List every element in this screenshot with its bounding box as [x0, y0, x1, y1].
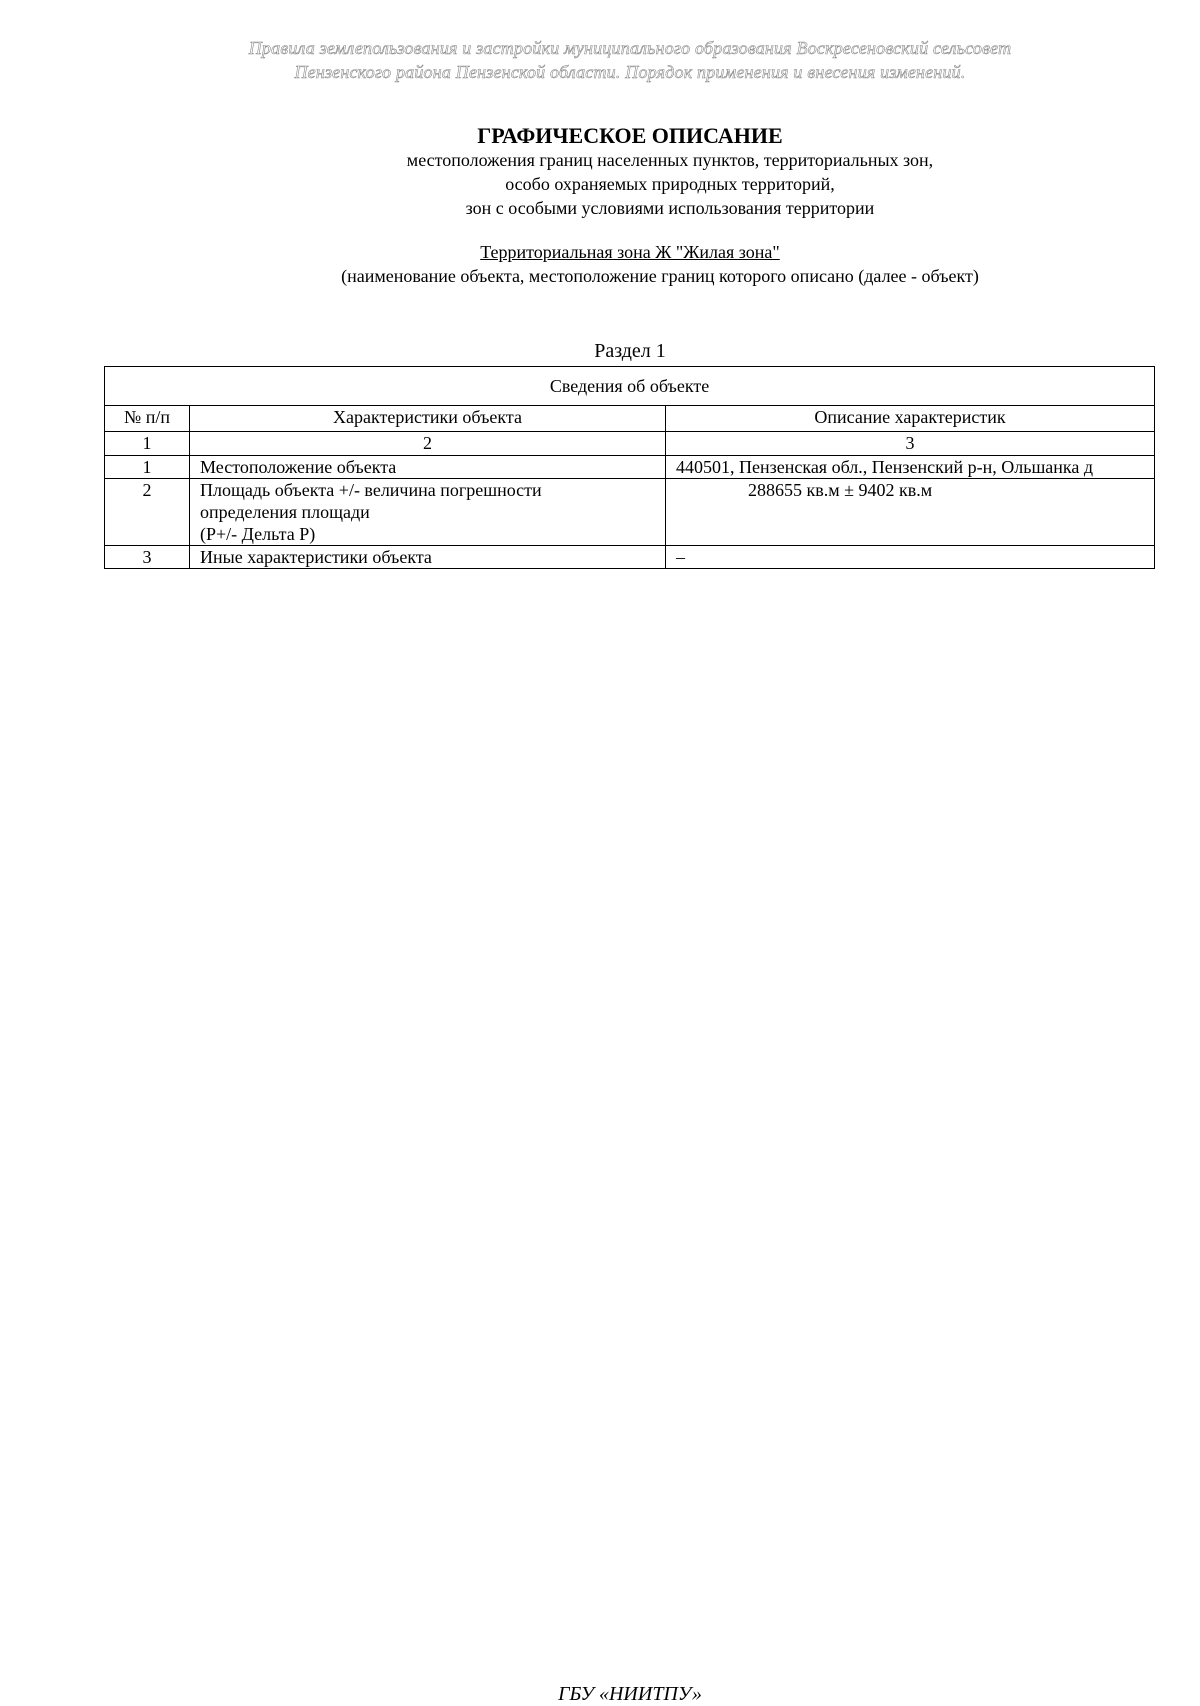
row-description: – — [666, 546, 1155, 569]
table-row — [105, 479, 1155, 546]
running-header-line: Правила землепользования и застройки муниципального образования Воскресеновский сельсовет — [248, 38, 1012, 58]
section-title: Раздел 1 — [594, 340, 666, 362]
row-characteristic — [190, 479, 666, 546]
document-subtitle — [0, 148, 1200, 220]
column-number-row — [105, 432, 1155, 456]
header-characteristic: Характеристики объекта — [190, 406, 666, 432]
subtitle-line: местоположения границ населенных пунктов, территориальных зон, — [406, 150, 934, 170]
characteristic-line: определения площади — [200, 502, 370, 522]
table-header-row — [105, 406, 1155, 432]
characteristic-line: Площадь объекта +/- величина погрешности — [200, 480, 542, 500]
header-description: Описание характеристик — [666, 406, 1155, 432]
characteristic-line: (P+/- Дельта P) — [200, 524, 316, 544]
row-description: 288655 кв.м ± 9402 кв.м — [666, 479, 1155, 546]
header-number: № п/п — [105, 406, 190, 432]
column-number: 1 — [105, 432, 190, 456]
zone-name: Территориальная зона Ж "Жилая зона" — [480, 242, 780, 262]
subtitle-line: особо охраняемых природных территорий, — [505, 174, 835, 194]
running-header-line: Пензенского района Пензенской области. Порядок применения и внесения изменений. — [294, 62, 966, 82]
row-characteristic: Местоположение объекта — [190, 456, 666, 479]
row-number: 1 — [105, 456, 190, 479]
row-number: 2 — [105, 479, 190, 546]
document-title: ГРАФИЧЕСКОЕ ОПИСАНИЕ — [477, 123, 783, 148]
row-number: 3 — [105, 546, 190, 569]
zone-caption: (наименование объекта, местоположение границ которого описано (далее - объект) — [341, 266, 979, 286]
row-characteristic: Иные характеристики объекта — [190, 546, 666, 569]
running-header — [0, 36, 1200, 84]
table-caption-row — [105, 367, 1155, 406]
column-number: 3 — [666, 432, 1155, 456]
table-row — [105, 546, 1155, 569]
table-row — [105, 456, 1155, 479]
object-info-table — [104, 366, 1155, 569]
column-number: 2 — [190, 432, 666, 456]
row-description: 440501, Пензенская обл., Пензенский р-н, Ольшанка д — [666, 456, 1155, 479]
subtitle-line: зон с особыми условиями использования территории — [465, 198, 875, 218]
table-caption: Сведения об объекте — [105, 367, 1155, 406]
page-footer: ГБУ «НИИТПУ» — [558, 1683, 702, 1705]
